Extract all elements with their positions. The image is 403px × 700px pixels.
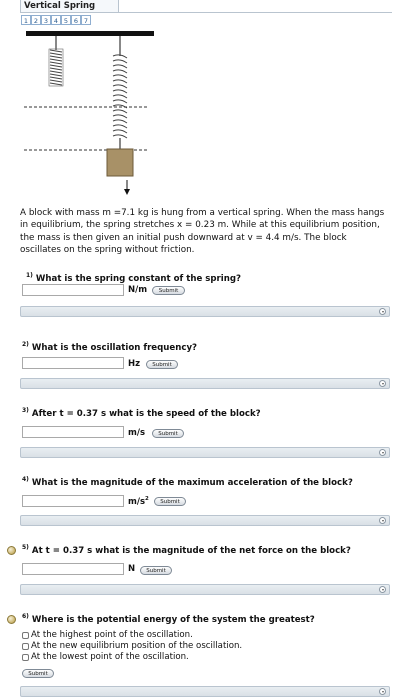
spring-constant-input[interactable]: [22, 284, 124, 296]
unit-label: Hz: [128, 359, 141, 369]
expand-icon[interactable]: [379, 688, 386, 695]
hint-bar-6[interactable]: [20, 686, 390, 697]
option-label: At the new equilibrium position of the oscillation.: [31, 641, 243, 651]
max-acceleration-input[interactable]: [22, 495, 124, 507]
mass-block: [107, 149, 133, 176]
question-text: At t = 0.37 s what is the magnitude of the net force on the block?: [31, 545, 351, 556]
question-text: What is the spring constant of the spring?: [35, 273, 241, 284]
option-highest-point[interactable]: [22, 630, 242, 641]
question-3: [22, 407, 261, 419]
unit-base: m/s: [128, 496, 146, 507]
part-tabs: [21, 15, 91, 25]
question-number: 5): [22, 544, 29, 551]
in-progress-status-icon: [7, 546, 16, 555]
submit-button-2[interactable]: Submit: [146, 360, 178, 369]
part-tab-2[interactable]: 2: [31, 15, 41, 25]
unstretched-spring: [50, 50, 62, 85]
option-label: At the lowest point of the oscillation.: [31, 652, 189, 662]
submit-button-1[interactable]: Submit: [152, 286, 185, 295]
question-number: 4): [22, 476, 29, 483]
unit-label: N/m: [128, 285, 148, 295]
in-progress-status-icon: [7, 615, 16, 624]
expand-icon[interactable]: [379, 586, 386, 593]
question-1: [26, 272, 241, 284]
expand-icon[interactable]: [379, 380, 386, 387]
checkbox[interactable]: [22, 654, 29, 661]
checkbox[interactable]: [22, 632, 29, 639]
question-number: 2): [22, 341, 29, 348]
question-number: 1): [26, 272, 33, 279]
question-5: [22, 544, 351, 556]
hint-bar-4[interactable]: [20, 515, 390, 526]
option-lowest-point[interactable]: [22, 652, 242, 663]
question-text: Where is the potential energy of the system the greatest?: [31, 614, 315, 625]
question-2: [22, 341, 197, 353]
problem-statement: A block with mass m =7.1 kg is hung from a vertical spring. When the mass hangs in equilibrium, the spring stretches x = 0.23 m. While at this equilibrium position, the mass is then given an initial push downward at v = 4.4 m/s. The block oscillates on the spring without friction.: [20, 208, 385, 255]
ceiling-bar: [26, 31, 154, 36]
option-label: At the highest point of the oscillation.: [31, 630, 193, 640]
question-text: After t = 0.37 s what is the speed of the block?: [31, 408, 261, 419]
net-force-input[interactable]: [22, 563, 124, 575]
question-text: What is the oscillation frequency?: [31, 342, 198, 353]
checkbox[interactable]: [22, 643, 29, 650]
hint-bar-1[interactable]: [20, 306, 390, 317]
part-tab-3[interactable]: 3: [41, 15, 51, 25]
question-number: 3): [22, 407, 29, 414]
hint-bar-3[interactable]: [20, 447, 390, 458]
expand-icon[interactable]: [379, 449, 386, 456]
unit-label: N: [128, 564, 136, 574]
spring-diagram: [18, 28, 158, 203]
hint-bar-5[interactable]: [20, 584, 390, 595]
option-new-equilibrium[interactable]: [22, 641, 242, 652]
part-tab-7[interactable]: 7: [81, 15, 91, 25]
velocity-arrow: [124, 189, 130, 195]
frequency-input[interactable]: [22, 357, 124, 369]
question-number: 6): [22, 613, 29, 620]
part-tab-1[interactable]: 1: [21, 15, 31, 25]
part-tab-6[interactable]: 6: [71, 15, 81, 25]
submit-button-5[interactable]: Submit: [140, 566, 172, 575]
submit-button-4[interactable]: Submit: [154, 497, 186, 506]
potential-energy-options: [22, 630, 242, 663]
stretched-spring: [113, 55, 127, 138]
question-6: [22, 613, 315, 625]
part-tab-4[interactable]: 4: [51, 15, 61, 25]
speed-input[interactable]: [22, 426, 124, 438]
question-text: What is the magnitude of the maximum acceleration of the block?: [31, 477, 353, 488]
hint-bar-2[interactable]: [20, 378, 390, 389]
question-4: [22, 476, 353, 488]
unit-label: [128, 496, 149, 507]
expand-icon[interactable]: [379, 308, 386, 315]
problem-title: Vertical Spring: [20, 0, 119, 13]
part-tab-5[interactable]: 5: [61, 15, 71, 25]
submit-button-6[interactable]: Submit: [22, 669, 54, 678]
unit-exponent: 2: [145, 496, 149, 502]
unit-label: m/s: [128, 428, 146, 438]
expand-icon[interactable]: [379, 517, 386, 524]
submit-button-3[interactable]: Submit: [152, 429, 184, 438]
title-divider: [20, 12, 392, 13]
